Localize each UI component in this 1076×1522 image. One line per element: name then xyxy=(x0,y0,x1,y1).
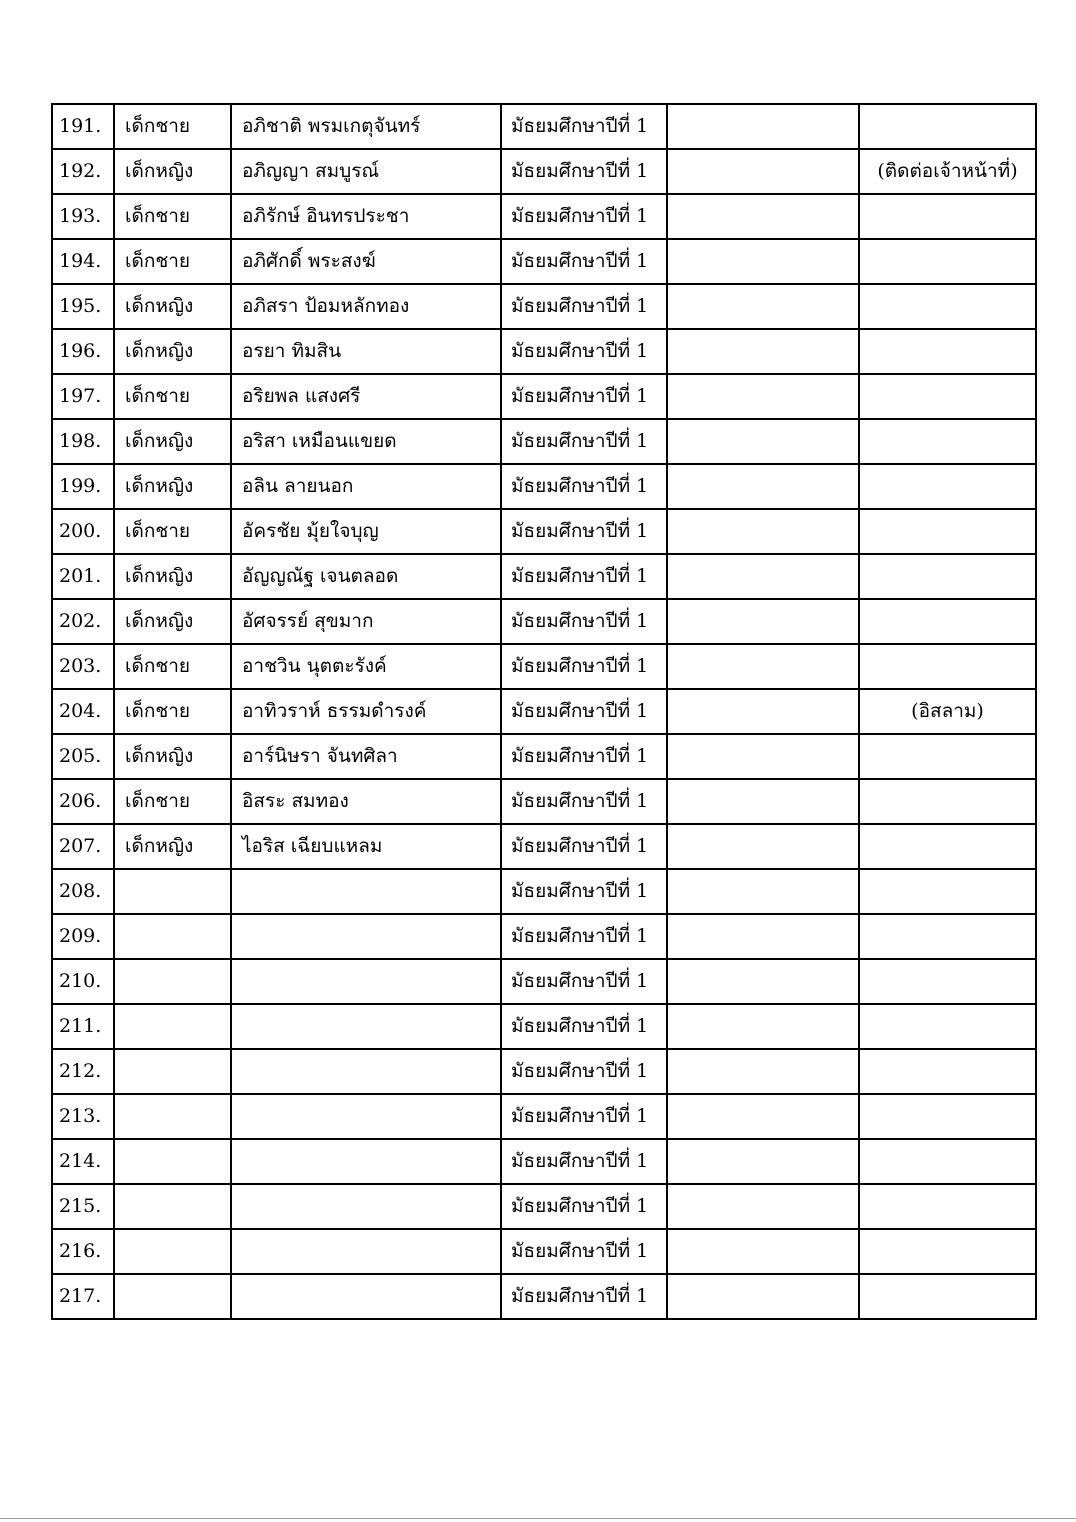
grade-level-cell: มัธยมศึกษาปีที่ 1 xyxy=(501,104,667,149)
gender-title-cell xyxy=(114,1274,231,1319)
gender-title-cell xyxy=(114,1184,231,1229)
table-row xyxy=(52,1184,1036,1229)
student-name-cell xyxy=(231,1274,501,1319)
table-row xyxy=(52,149,1036,194)
gender-title-cell: เด็กหญิง xyxy=(114,329,231,374)
remark-cell xyxy=(859,464,1036,509)
row-number-cell: 191. xyxy=(52,104,114,149)
gender-title-cell: เด็กหญิง xyxy=(114,554,231,599)
remark-cell xyxy=(859,554,1036,599)
gender-title-cell: เด็กหญิง xyxy=(114,419,231,464)
grade-level-cell: มัธยมศึกษาปีที่ 1 xyxy=(501,914,667,959)
row-number-cell: 212. xyxy=(52,1049,114,1094)
student-name-cell: อัศจรรย์ สุขมาก xyxy=(231,599,501,644)
student-name-cell xyxy=(231,869,501,914)
student-name-cell: อภิสรา ป้อมหลักทอง xyxy=(231,284,501,329)
table-row xyxy=(52,284,1036,329)
row-number-cell: 208. xyxy=(52,869,114,914)
student-name-cell: อภิชาติ พรมเกตุจันทร์ xyxy=(231,104,501,149)
student-name-cell: ไอริส เฉียบแหลม xyxy=(231,824,501,869)
student-name-cell: อรยา ทิมสิน xyxy=(231,329,501,374)
student-name-cell: อิสระ สมทอง xyxy=(231,779,501,824)
grade-level-cell: มัธยมศึกษาปีที่ 1 xyxy=(501,1229,667,1274)
remark-cell xyxy=(859,1049,1036,1094)
student-name-cell xyxy=(231,1229,501,1274)
student-roster-table xyxy=(51,103,1037,1320)
grade-level-cell: มัธยมศึกษาปีที่ 1 xyxy=(501,284,667,329)
student-name-cell xyxy=(231,1094,501,1139)
blank-cell xyxy=(667,644,859,689)
remark-cell xyxy=(859,1184,1036,1229)
table-row xyxy=(52,689,1036,734)
gender-title-cell: เด็กหญิง xyxy=(114,599,231,644)
remark-cell xyxy=(859,869,1036,914)
row-number-cell: 202. xyxy=(52,599,114,644)
remark-cell: (ติดต่อเจ้าหน้าที่) xyxy=(859,149,1036,194)
blank-cell xyxy=(667,329,859,374)
remark-cell xyxy=(859,734,1036,779)
table-row xyxy=(52,1229,1036,1274)
remark-cell xyxy=(859,509,1036,554)
remark-cell xyxy=(859,239,1036,284)
remark-cell xyxy=(859,644,1036,689)
grade-level-cell: มัธยมศึกษาปีที่ 1 xyxy=(501,554,667,599)
grade-level-cell: มัธยมศึกษาปีที่ 1 xyxy=(501,1094,667,1139)
student-name-cell: อริสา เหมือนแขยด xyxy=(231,419,501,464)
student-name-cell: อภิญญา สมบูรณ์ xyxy=(231,149,501,194)
blank-cell xyxy=(667,914,859,959)
student-name-cell: อภิรักษ์ อินทรประชา xyxy=(231,194,501,239)
blank-cell xyxy=(667,104,859,149)
grade-level-cell: มัธยมศึกษาปีที่ 1 xyxy=(501,1139,667,1184)
gender-title-cell: เด็กหญิง xyxy=(114,149,231,194)
blank-cell xyxy=(667,239,859,284)
table-row xyxy=(52,1274,1036,1319)
table-row xyxy=(52,599,1036,644)
table-row xyxy=(52,1049,1036,1094)
blank-cell xyxy=(667,1004,859,1049)
gender-title-cell xyxy=(114,1094,231,1139)
row-number-cell: 211. xyxy=(52,1004,114,1049)
grade-level-cell: มัธยมศึกษาปีที่ 1 xyxy=(501,644,667,689)
blank-cell xyxy=(667,959,859,1004)
row-number-cell: 216. xyxy=(52,1229,114,1274)
table-row xyxy=(52,419,1036,464)
student-name-cell xyxy=(231,1049,501,1094)
row-number-cell: 215. xyxy=(52,1184,114,1229)
grade-level-cell: มัธยมศึกษาปีที่ 1 xyxy=(501,1049,667,1094)
remark-cell xyxy=(859,1274,1036,1319)
gender-title-cell xyxy=(114,1004,231,1049)
remark-cell xyxy=(859,959,1036,1004)
gender-title-cell: เด็กหญิง xyxy=(114,734,231,779)
blank-cell xyxy=(667,194,859,239)
grade-level-cell: มัธยมศึกษาปีที่ 1 xyxy=(501,779,667,824)
grade-level-cell: มัธยมศึกษาปีที่ 1 xyxy=(501,509,667,554)
blank-cell xyxy=(667,599,859,644)
table-row xyxy=(52,644,1036,689)
blank-cell xyxy=(667,554,859,599)
grade-level-cell: มัธยมศึกษาปีที่ 1 xyxy=(501,689,667,734)
student-name-cell xyxy=(231,1139,501,1184)
table-row xyxy=(52,869,1036,914)
blank-cell xyxy=(667,1184,859,1229)
row-number-cell: 210. xyxy=(52,959,114,1004)
blank-cell xyxy=(667,1049,859,1094)
student-name-cell: อาร์นิษรา จันทศิลา xyxy=(231,734,501,779)
grade-level-cell: มัธยมศึกษาปีที่ 1 xyxy=(501,329,667,374)
gender-title-cell xyxy=(114,959,231,1004)
blank-cell xyxy=(667,734,859,779)
gender-title-cell: เด็กชาย xyxy=(114,239,231,284)
blank-cell xyxy=(667,464,859,509)
student-name-cell xyxy=(231,1184,501,1229)
row-number-cell: 205. xyxy=(52,734,114,779)
row-number-cell: 201. xyxy=(52,554,114,599)
gender-title-cell: เด็กชาย xyxy=(114,374,231,419)
table-row xyxy=(52,464,1036,509)
table-row xyxy=(52,779,1036,824)
grade-level-cell: มัธยมศึกษาปีที่ 1 xyxy=(501,374,667,419)
remark-cell xyxy=(859,1229,1036,1274)
grade-level-cell: มัธยมศึกษาปีที่ 1 xyxy=(501,149,667,194)
student-name-cell xyxy=(231,959,501,1004)
row-number-cell: 192. xyxy=(52,149,114,194)
remark-cell xyxy=(859,779,1036,824)
remark-cell xyxy=(859,1139,1036,1184)
row-number-cell: 197. xyxy=(52,374,114,419)
remark-cell xyxy=(859,599,1036,644)
remark-cell xyxy=(859,104,1036,149)
student-name-cell: อลิน ลายนอก xyxy=(231,464,501,509)
table-row xyxy=(52,734,1036,779)
table-row xyxy=(52,959,1036,1004)
gender-title-cell xyxy=(114,869,231,914)
student-name-cell: อาชวิน นุตตะรังค์ xyxy=(231,644,501,689)
blank-cell xyxy=(667,1139,859,1184)
gender-title-cell: เด็กหญิง xyxy=(114,824,231,869)
blank-cell xyxy=(667,869,859,914)
remark-cell xyxy=(859,284,1036,329)
blank-cell xyxy=(667,1094,859,1139)
grade-level-cell: มัธยมศึกษาปีที่ 1 xyxy=(501,1004,667,1049)
table-row xyxy=(52,509,1036,554)
grade-level-cell: มัธยมศึกษาปีที่ 1 xyxy=(501,464,667,509)
row-number-cell: 199. xyxy=(52,464,114,509)
gender-title-cell xyxy=(114,1229,231,1274)
table-row xyxy=(52,104,1036,149)
gender-title-cell: เด็กชาย xyxy=(114,689,231,734)
grade-level-cell: มัธยมศึกษาปีที่ 1 xyxy=(501,599,667,644)
remark-cell xyxy=(859,914,1036,959)
table-row xyxy=(52,374,1036,419)
table-row xyxy=(52,329,1036,374)
grade-level-cell: มัธยมศึกษาปีที่ 1 xyxy=(501,1184,667,1229)
table-row xyxy=(52,1004,1036,1049)
gender-title-cell: เด็กชาย xyxy=(114,104,231,149)
row-number-cell: 198. xyxy=(52,419,114,464)
blank-cell xyxy=(667,284,859,329)
grade-level-cell: มัธยมศึกษาปีที่ 1 xyxy=(501,194,667,239)
student-name-cell: อัครชัย มุ้ยใจบุญ xyxy=(231,509,501,554)
gender-title-cell: เด็กชาย xyxy=(114,509,231,554)
page-bottom-divider xyxy=(0,1518,1076,1519)
blank-cell xyxy=(667,689,859,734)
remark-cell xyxy=(859,1094,1036,1139)
remark-cell xyxy=(859,1004,1036,1049)
student-name-cell xyxy=(231,1004,501,1049)
blank-cell xyxy=(667,374,859,419)
remark-cell xyxy=(859,419,1036,464)
gender-title-cell: เด็กชาย xyxy=(114,779,231,824)
gender-title-cell xyxy=(114,914,231,959)
table-row xyxy=(52,1094,1036,1139)
grade-level-cell: มัธยมศึกษาปีที่ 1 xyxy=(501,959,667,1004)
table-row xyxy=(52,1139,1036,1184)
grade-level-cell: มัธยมศึกษาปีที่ 1 xyxy=(501,869,667,914)
remark-cell xyxy=(859,374,1036,419)
blank-cell xyxy=(667,509,859,554)
table-row xyxy=(52,914,1036,959)
student-roster-body xyxy=(52,104,1036,1319)
grade-level-cell: มัธยมศึกษาปีที่ 1 xyxy=(501,1274,667,1319)
gender-title-cell: เด็กชาย xyxy=(114,194,231,239)
gender-title-cell: เด็กชาย xyxy=(114,644,231,689)
remark-cell xyxy=(859,824,1036,869)
gender-title-cell: เด็กหญิง xyxy=(114,464,231,509)
blank-cell xyxy=(667,779,859,824)
row-number-cell: 200. xyxy=(52,509,114,554)
table-row xyxy=(52,824,1036,869)
table-row xyxy=(52,554,1036,599)
row-number-cell: 217. xyxy=(52,1274,114,1319)
gender-title-cell xyxy=(114,1139,231,1184)
blank-cell xyxy=(667,1274,859,1319)
blank-cell xyxy=(667,419,859,464)
gender-title-cell xyxy=(114,1049,231,1094)
row-number-cell: 204. xyxy=(52,689,114,734)
table-row xyxy=(52,194,1036,239)
row-number-cell: 213. xyxy=(52,1094,114,1139)
row-number-cell: 203. xyxy=(52,644,114,689)
grade-level-cell: มัธยมศึกษาปีที่ 1 xyxy=(501,824,667,869)
remark-cell: (อิสลาม) xyxy=(859,689,1036,734)
grade-level-cell: มัธยมศึกษาปีที่ 1 xyxy=(501,419,667,464)
student-name-cell: อภิศักดิ์ พระสงฆ์ xyxy=(231,239,501,284)
grade-level-cell: มัธยมศึกษาปีที่ 1 xyxy=(501,239,667,284)
student-name-cell: อริยพล แสงศรี xyxy=(231,374,501,419)
gender-title-cell: เด็กหญิง xyxy=(114,284,231,329)
remark-cell xyxy=(859,329,1036,374)
grade-level-cell: มัธยมศึกษาปีที่ 1 xyxy=(501,734,667,779)
row-number-cell: 196. xyxy=(52,329,114,374)
blank-cell xyxy=(667,824,859,869)
row-number-cell: 195. xyxy=(52,284,114,329)
row-number-cell: 214. xyxy=(52,1139,114,1184)
student-name-cell xyxy=(231,914,501,959)
student-name-cell: อัญญณัฐ เจนตลอด xyxy=(231,554,501,599)
row-number-cell: 193. xyxy=(52,194,114,239)
row-number-cell: 209. xyxy=(52,914,114,959)
row-number-cell: 206. xyxy=(52,779,114,824)
blank-cell xyxy=(667,149,859,194)
table-row xyxy=(52,239,1036,284)
row-number-cell: 194. xyxy=(52,239,114,284)
row-number-cell: 207. xyxy=(52,824,114,869)
remark-cell xyxy=(859,194,1036,239)
blank-cell xyxy=(667,1229,859,1274)
student-name-cell: อาทิวราห์ ธรรมดำรงค์ xyxy=(231,689,501,734)
